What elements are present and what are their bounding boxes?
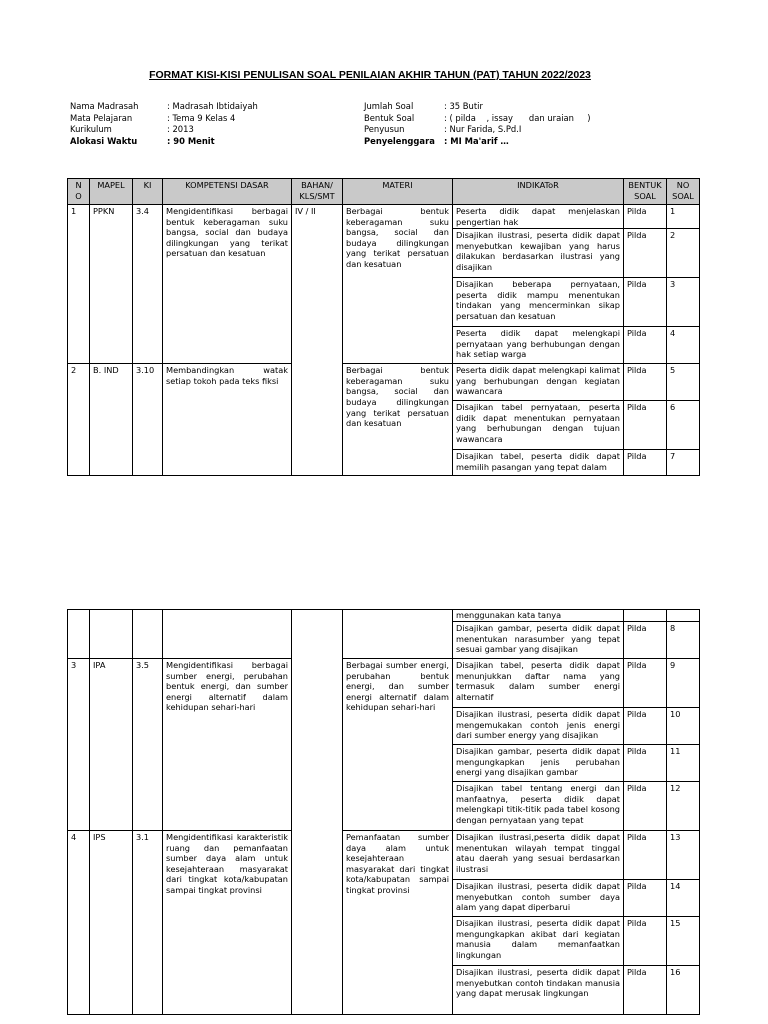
cell-nosoal: 9 [667, 659, 700, 708]
header-bahan: BAHAN/ KLS/SMT [292, 179, 343, 205]
cell-indikator: Disajikan tabel, peserta didik dapat menunjukkan daftar nama yang termasuk dalam sumber energi alternatif [453, 659, 624, 708]
info-row [364, 101, 694, 113]
cell-bentuk: Pilda [624, 450, 667, 476]
cell-indikator: Peserta didik dapat melengkapi pernyataan yang berhubungan dengan hak setiap warga [453, 327, 624, 364]
cell-indikator [453, 450, 624, 476]
cell-materi: Berbagai bentuk keberagaman suku bangsa, social dan budaya dilingkungan yang terikat persatuan dan kesatuan [343, 205, 453, 364]
cell-nosoal: 2 [667, 229, 700, 278]
cell-kd [163, 610, 292, 659]
cell-indikator: Disajikan ilustrasi, peserta didik dapat menyebutkan contoh sumber daya alam yang dapat diperbarui [453, 880, 624, 917]
cell-nosoal: 12 [667, 782, 700, 831]
cell-kd: Mengidentifikasi berbagai sumber energi, perubahan bentuk energi, dan sumber energi alternatif dalam kehidupan sehari-hari [163, 659, 292, 831]
info-row [70, 124, 350, 136]
indikator-text: Disajikan tabel, peserta didik dapat memilih pasangan yang tepat dalam [456, 451, 620, 472]
cell-kd: Membandingkan watak setiap tokoh pada teks fiksi [163, 364, 292, 476]
cell-materi: Pemanfaatan sumber daya alam untuk kesejahteraan masyarakat dari tingkat kota/kabupatan sampai tingkat provinsi [343, 831, 453, 1015]
header-mapel: MAPEL [90, 179, 133, 205]
info-right [364, 101, 694, 147]
header-indikator: INDIKAToR [453, 179, 624, 205]
cell-indikator: Disajikan ilustrasi, peserta didik dapat mengungkapkan akibat dari kegiatan manusia dalam memanfaatkan lingkungan [453, 917, 624, 966]
cell-indikator: Disajikan ilustrasi, peserta didik dapat mengemukakan contoh jenis energi dari sumber energy yang disajikan [453, 708, 624, 745]
info-label: Nama Madrasah [70, 101, 139, 111]
cell-indikator: Disajikan ilustrasi, peserta didik dapat menyebutkan contoh tindakan manusia yang dapat merusak lingkungan [453, 966, 624, 1015]
info-left [70, 101, 350, 147]
cell-nosoal: 15 [667, 917, 700, 966]
cell-nosoal: 6 [667, 401, 700, 450]
cell-indikator: Peserta didik dapat menjelaskan pengertian hak [453, 205, 624, 229]
cell-indikator: Peserta didik dapat melengkapi kalimat yang berhubungan dengan kegiatan wawancara [453, 364, 624, 401]
cell-no: 2 [68, 364, 90, 476]
cell-nosoal: 1 [667, 205, 700, 229]
cell-indikator: menggunakan kata tanya [453, 610, 624, 622]
cell-ki: 3.5 [133, 659, 163, 831]
cell-materi [343, 610, 453, 659]
cell-indikator: Disajikan gambar, peserta didik dapat mengungkapkan jenis perubahan energi yang disajikan gambar [453, 745, 624, 782]
header-materi: MATERI [343, 179, 453, 205]
info-label: Penyusun [364, 124, 405, 134]
header-bentuk: BENTUK SOAL [624, 179, 667, 205]
cell-nosoal [667, 610, 700, 622]
info-value: : 2013 [167, 124, 194, 134]
cell-mapel [90, 610, 133, 659]
cell-bahan: IV / II [292, 205, 343, 476]
kisi-table-page1 [67, 178, 700, 476]
cell-no [68, 610, 90, 659]
cell-bahan [292, 610, 343, 1015]
table-row [68, 659, 700, 708]
info-label: Mata Pelajaran [70, 112, 133, 123]
cell-indikator: Disajikan gambar, peserta didik dapat menentukan narasumber yang tepat sesuai gambar yang disajikan [453, 622, 624, 659]
info-value: : ( pilda , issay dan uraian ) [444, 112, 591, 123]
cell-no: 4 [68, 831, 90, 1015]
cell-nosoal: 13 [667, 831, 700, 880]
info-label: Kurikulum [70, 124, 112, 134]
cell-ki [133, 610, 163, 659]
info-label: Penyelenggara [364, 135, 435, 146]
cell-ki: 3.1 [133, 831, 163, 1015]
cell-kd: Mengidentifikasi karakteristik ruang dan pemanfaatan sumber daya alam untuk kesejahteraan masyarakat dari tingkat kota/kabupatan sampai tingkat provinsi [163, 831, 292, 1015]
header-no: N O [68, 179, 90, 205]
info-row [70, 101, 350, 113]
cell-nosoal: 4 [667, 327, 700, 364]
cell-bentuk: Pilda [624, 782, 667, 831]
cell-bentuk: Pilda [624, 708, 667, 745]
document-title: FORMAT KISI-KISI PENULISAN SOAL PENILAIAN AKHIR TAHUN (PAT) TAHUN 2022/2023 [149, 69, 591, 81]
cell-nosoal: 3 [667, 278, 700, 327]
cell-mapel: PPKN [90, 205, 133, 364]
info-value: : 35 Butir [444, 101, 483, 111]
info-value: : Tema 9 Kelas 4 [167, 112, 236, 123]
cell-nosoal: 5 [667, 364, 700, 401]
cell-bentuk: Pilda [624, 880, 667, 917]
table-header-row [68, 179, 700, 205]
info-label: Jumlah Soal [364, 101, 414, 111]
info-value: : Nur Farida, S.Pd.I [444, 124, 522, 134]
cell-bentuk: Pilda [624, 659, 667, 708]
cell-indikator: Disajikan beberapa pernyataan, peserta didik mampu menentukan tindakan yang mencerminkan sikap persatuan dan kesatuan [453, 278, 624, 327]
info-value: : 90 Menit [167, 135, 215, 146]
info-row [70, 113, 350, 125]
cell-indikator: Disajikan ilustrasi, peserta didik dapat menyebutkan kewajiban yang harus dilakukan berdasarkan ilustrasi yang disajikan [453, 229, 624, 278]
cell-bentuk: Pilda [624, 745, 667, 782]
info-value: : Madrasah Ibtidaiyah [167, 101, 258, 111]
cell-bentuk [624, 610, 667, 622]
header-kd: KOMPETENSI DASAR [163, 179, 292, 205]
cell-materi: Berbagai sumber energi, perubahan bentuk energi, dan sumber energi alternatif dalam kehidupan sehari-hari [343, 659, 453, 831]
cell-bentuk: Pilda [624, 278, 667, 327]
info-value: : MI Ma'arif … [444, 135, 509, 146]
cell-indikator: Disajikan tabel tentang energi dan manfaatnya, peserta didik dapat melengkapi titik-titik pada tabel kosong dengan pernyataan yang tepat [453, 782, 624, 831]
header-nosoal: NO SOAL [667, 179, 700, 205]
info-label: Alokasi Waktu [70, 135, 138, 146]
cell-kd: Mengidentifikasi berbagai bentuk keberagaman suku bangsa, social dan budaya dilingkungan yang terikat persatuan dan kesatuan [163, 205, 292, 364]
cell-bentuk: Pilda [624, 831, 667, 880]
table-row [68, 205, 700, 229]
info-label: Bentuk Soal [364, 112, 415, 123]
cell-nosoal: 14 [667, 880, 700, 917]
cell-ki: 3.4 [133, 205, 163, 364]
cell-ki: 3.10 [133, 364, 163, 476]
cell-bentuk: Pilda [624, 229, 667, 278]
cell-mapel: IPS [90, 831, 133, 1015]
cell-bentuk: Pilda [624, 401, 667, 450]
info-row [364, 113, 694, 125]
cell-no: 1 [68, 205, 90, 364]
cell-mapel: B. IND [90, 364, 133, 476]
cell-indikator: Disajikan ilustrasi,peserta didik dapat menentukan wilayah tempat tinggal atau daerah yang sesuai berdasarkan ilustrasi [453, 831, 624, 880]
info-row [364, 124, 694, 136]
header-ki: KI [133, 179, 163, 205]
cell-indikator: Disajikan tabel pernyataan, peserta didik dapat menentukan pernyataan yang berhubungan dengan tujuan wawancara [453, 401, 624, 450]
cell-bentuk: Pilda [624, 364, 667, 401]
table-row [68, 610, 700, 622]
table-row [68, 364, 700, 401]
cell-materi: Berbagai bentuk keberagaman suku bangsa, social dan budaya dilingkungan yang terikat persatuan dan kesatuan [343, 364, 453, 476]
info-row [70, 136, 350, 148]
cell-nosoal: 10 [667, 708, 700, 745]
info-row [364, 136, 694, 148]
kisi-table-page2 [67, 609, 700, 1015]
cell-bentuk: Pilda [624, 917, 667, 966]
cell-bentuk: Pilda [624, 622, 667, 659]
cell-bentuk: Pilda [624, 966, 667, 1015]
cell-mapel: IPA [90, 659, 133, 831]
cell-bentuk: Pilda [624, 205, 667, 229]
cell-nosoal: 16 [667, 966, 700, 1015]
cell-no: 3 [68, 659, 90, 831]
cell-bentuk: Pilda [624, 327, 667, 364]
table-row [68, 831, 700, 880]
cell-nosoal: 8 [667, 622, 700, 659]
cell-nosoal: 11 [667, 745, 700, 782]
cell-nosoal: 7 [667, 450, 700, 476]
